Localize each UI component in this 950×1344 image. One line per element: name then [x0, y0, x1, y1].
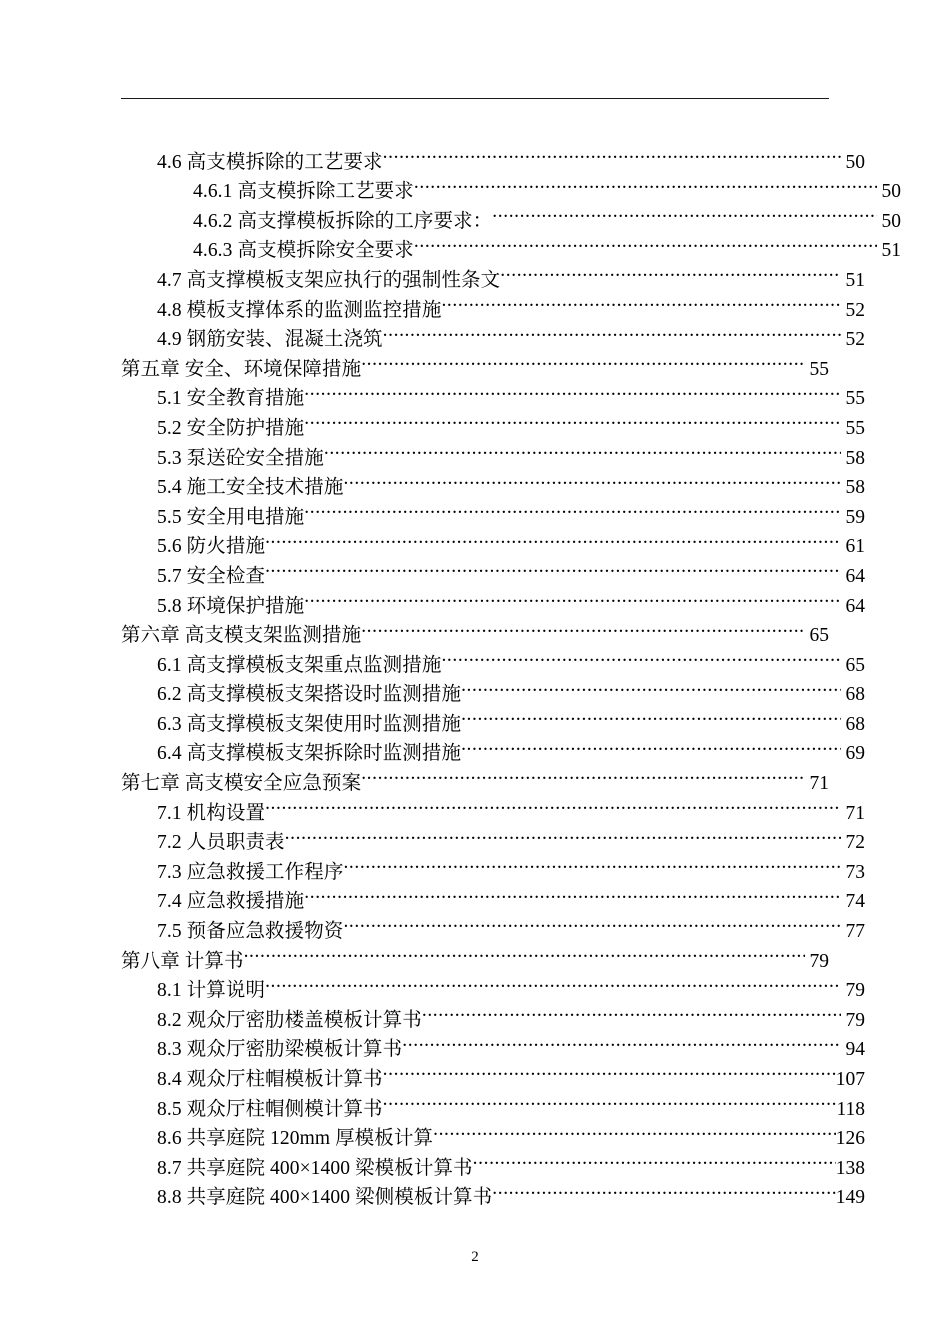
toc-leader-dots — [343, 848, 841, 878]
toc-entry-label: 8.2 观众厅密肋楼盖模板计算书 — [157, 1009, 422, 1031]
toc-leader-dots — [473, 1144, 836, 1174]
toc-entry-label: 5.1 安全教育措施 — [157, 388, 305, 410]
toc-entry-label: 5.3 泵送砼安全措施 — [157, 447, 324, 469]
toc-entry-page-number: 55 — [845, 388, 865, 410]
toc-leader-dots — [324, 434, 841, 464]
toc-entry-page-number: 55 — [809, 358, 829, 380]
toc-entry-page-number: 58 — [845, 447, 865, 469]
toc-entry-page-number: 94 — [845, 1039, 865, 1061]
toc-leader-dots — [361, 345, 805, 375]
toc-entry-label: 5.5 安全用电措施 — [157, 506, 305, 528]
toc-entry-label: 第六章 高支模支架监测措施 — [121, 625, 362, 647]
toc-entry-label: 5.6 防火措施 — [157, 536, 266, 558]
toc-leader-dots — [343, 464, 841, 494]
toc-entry-page-number: 52 — [845, 329, 865, 351]
toc-entry-label: 6.3 高支撑模板支架使用时监测措施 — [157, 713, 462, 735]
toc-entry-page-number: 138 — [835, 1157, 865, 1179]
toc-leader-dots — [383, 1085, 837, 1115]
toc-entry-label: 8.5 观众厅柱帽侧模计算书 — [157, 1098, 383, 1120]
toc-entry-page-number: 126 — [835, 1128, 865, 1150]
toc-entry-page-number: 64 — [845, 565, 865, 587]
toc-entry-page-number: 68 — [845, 684, 865, 706]
toc-entry-label: 8.6 共享庭院 120mm 厚模板计算 — [157, 1128, 434, 1150]
toc-leader-dots — [265, 523, 841, 553]
toc-leader-dots — [500, 256, 841, 286]
toc-leader-dots — [265, 789, 841, 819]
toc-entry-page-number: 51 — [845, 269, 865, 291]
toc-leader-dots — [422, 996, 841, 1026]
toc-leader-dots — [304, 878, 841, 908]
toc-leader-dots — [265, 552, 841, 582]
toc-leader-dots — [461, 700, 841, 730]
toc-entry-label: 4.6.1 高支模拆除工艺要求 — [193, 181, 414, 203]
toc-entry-label: 7.4 应急救援措施 — [157, 891, 305, 913]
toc-leader-dots — [461, 730, 841, 760]
toc-leader-dots — [492, 1174, 836, 1204]
toc-entry-label: 4.9 钢筋安装、混凝土浇筑 — [157, 329, 383, 351]
toc-entry-label: 8.7 共享庭院 400×1400 梁模板计算书 — [157, 1157, 473, 1179]
toc-entry-page-number: 55 — [845, 417, 865, 439]
toc-leader-dots — [265, 967, 841, 997]
toc-entry-page-number: 64 — [845, 595, 865, 617]
table-of-contents — [121, 138, 901, 1209]
toc-entry-page-number: 61 — [845, 536, 865, 558]
toc-entry-page-number: 149 — [835, 1187, 865, 1209]
footer-page-number: 2 — [471, 1249, 479, 1265]
toc-leader-dots — [304, 404, 841, 434]
toc-entry-label: 5.8 环境保护措施 — [157, 595, 305, 617]
toc-entry-page-number: 77 — [845, 921, 865, 943]
toc-entry[interactable] — [121, 138, 865, 173]
toc-entry-page-number: 118 — [836, 1098, 865, 1120]
toc-leader-dots — [383, 1055, 836, 1085]
toc-leader-dots — [343, 907, 841, 937]
toc-entry-label: 6.2 高支撑模板支架搭设时监测措施 — [157, 684, 462, 706]
toc-entry-label: 8.1 计算说明 — [157, 980, 266, 1002]
toc-leader-dots — [361, 759, 805, 789]
toc-entry-label: 8.3 观众厅密肋梁模板计算书 — [157, 1039, 403, 1061]
toc-entry-page-number: 68 — [845, 713, 865, 735]
toc-entry-label: 第七章 高支模安全应急预案 — [121, 773, 362, 795]
toc-leader-dots — [402, 1026, 841, 1056]
toc-entry-label: 7.1 机构设置 — [157, 802, 266, 824]
toc-entry-label: 7.2 人员职责表 — [157, 832, 285, 854]
toc-entry-page-number: 50 — [881, 210, 901, 232]
toc-entry-page-number: 52 — [845, 299, 865, 321]
toc-entry-page-number: 79 — [845, 1009, 865, 1031]
toc-entry-label: 第五章 安全、环境保障措施 — [121, 358, 362, 380]
toc-entry-page-number: 58 — [845, 477, 865, 499]
toc-leader-dots — [285, 819, 841, 849]
toc-leader-dots — [244, 937, 805, 967]
toc-entry-page-number: 51 — [881, 240, 901, 262]
toc-leader-dots — [361, 612, 805, 642]
toc-leader-dots — [383, 316, 841, 346]
toc-entry-label: 4.6.2 高支撑模板拆除的工序要求： — [193, 210, 493, 232]
toc-leader-dots — [461, 671, 841, 701]
toc-entry-label: 5.4 施工安全技术措施 — [157, 477, 344, 499]
toc-entry-page-number: 71 — [809, 773, 829, 795]
toc-leader-dots — [383, 138, 841, 168]
toc-entry-page-number: 71 — [845, 802, 865, 824]
toc-entry-page-number: 79 — [809, 950, 829, 972]
toc-entry-label: 5.2 安全防护措施 — [157, 417, 305, 439]
toc-entry-label: 5.7 安全检查 — [157, 565, 266, 587]
toc-entry-label: 4.8 模板支撑体系的监测监控措施 — [157, 299, 442, 321]
toc-entry-label: 第八章 计算书 — [121, 950, 244, 972]
toc-leader-dots — [492, 197, 877, 227]
toc-entry-label: 6.1 高支撑模板支架重点监测措施 — [157, 654, 442, 676]
toc-entry-page-number: 59 — [845, 506, 865, 528]
page-footer — [0, 1248, 950, 1266]
toc-entry-page-number: 65 — [845, 654, 865, 676]
toc-entry-label: 4.7 高支撑模板支架应执行的强制性条文 — [157, 269, 501, 291]
toc-entry-page-number: 50 — [881, 181, 901, 203]
toc-leader-dots — [304, 375, 841, 405]
toc-entry-page-number: 72 — [845, 832, 865, 854]
toc-leader-dots — [414, 227, 877, 257]
toc-entry-page-number: 74 — [845, 891, 865, 913]
toc-entry-label: 8.8 共享庭院 400×1400 梁侧模板计算书 — [157, 1187, 493, 1209]
toc-entry-page-number: 79 — [845, 980, 865, 1002]
toc-leader-dots — [433, 1115, 836, 1145]
toc-entry-page-number: 65 — [809, 625, 829, 647]
toc-leader-dots — [441, 641, 841, 671]
toc-entry-label: 7.5 预备应急救援物资 — [157, 921, 344, 943]
page-header — [0, 0, 950, 112]
toc-entry-label: 8.4 观众厅柱帽模板计算书 — [157, 1069, 383, 1090]
toc-leader-dots — [441, 286, 841, 316]
toc-leader-dots — [414, 168, 877, 198]
toc-entry-page-number: 73 — [845, 861, 865, 883]
toc-entry-page-number: 69 — [845, 743, 865, 765]
header-divider — [121, 98, 829, 99]
toc-leader-dots — [304, 582, 841, 612]
toc-entry-label: 7.3 应急救援工作程序 — [157, 861, 344, 883]
toc-entry-page-number: 50 — [845, 151, 865, 173]
toc-entry-label: 6.4 高支撑模板支架拆除时监测措施 — [157, 743, 462, 765]
toc-entry-label: 4.6 高支模拆除的工艺要求 — [157, 151, 383, 173]
toc-leader-dots — [304, 493, 841, 523]
toc-entry-page-number: 107 — [835, 1069, 865, 1090]
toc-entry-label: 4.6.3 高支模拆除安全要求 — [193, 240, 414, 262]
